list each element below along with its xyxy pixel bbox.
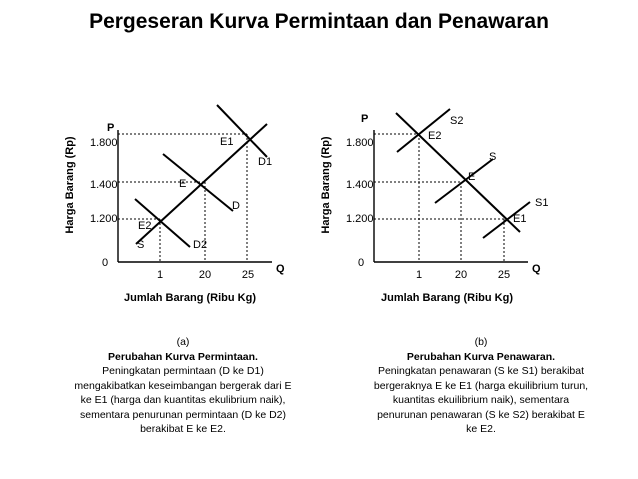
panel-a-graph: [64, 105, 285, 304]
title-text: Pergeseran Kurva Permintaan dan Penawaran: [89, 10, 549, 33]
panel-b-x-axis-title: Jumlah Barang (Ribu Kg): [380, 292, 514, 304]
panel-a-xtick-20: 20: [198, 269, 212, 281]
panel-b-xtick-20: 20: [454, 269, 468, 281]
panel-b-point-e: E: [468, 171, 476, 183]
panel-a-ytick-1200: 1.200: [90, 213, 118, 225]
panel-a-curve-d1-label: D1: [258, 156, 273, 168]
panel-b-point-e2: E2: [428, 130, 442, 142]
panel-b-ytick-1800: 1.800: [346, 137, 374, 149]
panel-b-demand-curve: [396, 113, 520, 232]
panel-b-y-axis-title: Harga Barang (Rp): [320, 136, 332, 234]
panel-a-ytick-1400: 1.400: [90, 179, 118, 191]
panel-b-point-e1: E1: [513, 213, 527, 225]
panel-a-caption-label: (a): [176, 336, 190, 348]
panel-b-caption-heading: Perubahan Kurva Penawaran.: [406, 350, 556, 363]
panel-b-q-label: Q: [532, 263, 541, 275]
panel-a-p-label: P: [107, 122, 115, 134]
panel-a-demand-curve-d: [163, 154, 233, 211]
panel-a-caption: [73, 335, 293, 437]
panel-a-point-e: E: [179, 178, 187, 190]
panel-a-x-axis-title: Jumlah Barang (Ribu Kg): [123, 292, 257, 304]
panel-b-origin: 0: [358, 257, 365, 269]
panel-a-origin: 0: [102, 257, 109, 269]
panel-b-supply-curve-s2: [397, 109, 450, 152]
panel-b-curve-s1-label: S1: [535, 197, 549, 209]
panel-a-point-e1: E1: [220, 136, 234, 148]
panel-a-y-axis-title: Harga Barang (Rp): [64, 136, 76, 234]
panel-b-ytick-1400: 1.400: [346, 179, 374, 191]
panel-b-xtick-1: 1: [415, 269, 423, 281]
panel-a-caption-body: Peningkatan permintaan (D ke D1) mengakibatkan keseimbangan bergerak dari E ke E1 (harga dan kuantitas ekulibrium naik), sementara penurunan permintaan (D ke D2) berakibat E ke E2.: [74, 365, 292, 435]
panel-a-caption-heading: Perubahan Kurva Permintaan.: [108, 350, 258, 363]
panel-a-curve-d2-label: D2: [193, 239, 208, 251]
panel-b-caption-label: (b): [474, 336, 488, 348]
panel-b-graph: [320, 109, 548, 304]
panel-a-xtick-1: 1: [156, 269, 164, 281]
panel-a-point-e2: E2: [138, 220, 152, 232]
panel-a-xtick-25: 25: [241, 269, 255, 281]
panel-b-p-label: P: [361, 113, 369, 125]
panel-b-caption-body: Peningkatan penawaran (S ke S1) berakibat bergeraknya E ke E1 (harga ekuilibrium turun, kuantitas ekuilibrium naik), sementara penurunan penawaran (S ke S2) berakibat E ke E2.: [373, 365, 589, 435]
panel-b-caption: [371, 335, 591, 437]
panel-a-q-label: Q: [276, 263, 285, 275]
panel-b-curve-s2-label: S2: [450, 115, 464, 127]
panel-a-curve-d-label: D: [232, 200, 240, 212]
panel-b-ytick-1200: 1.200: [346, 213, 374, 225]
panel-b-xtick-25: 25: [497, 269, 511, 281]
panel-b-curve-s-label: S: [489, 151, 497, 163]
panel-a-curve-s-label: S: [137, 239, 145, 251]
panel-a-ytick-1800: 1.800: [90, 137, 118, 149]
